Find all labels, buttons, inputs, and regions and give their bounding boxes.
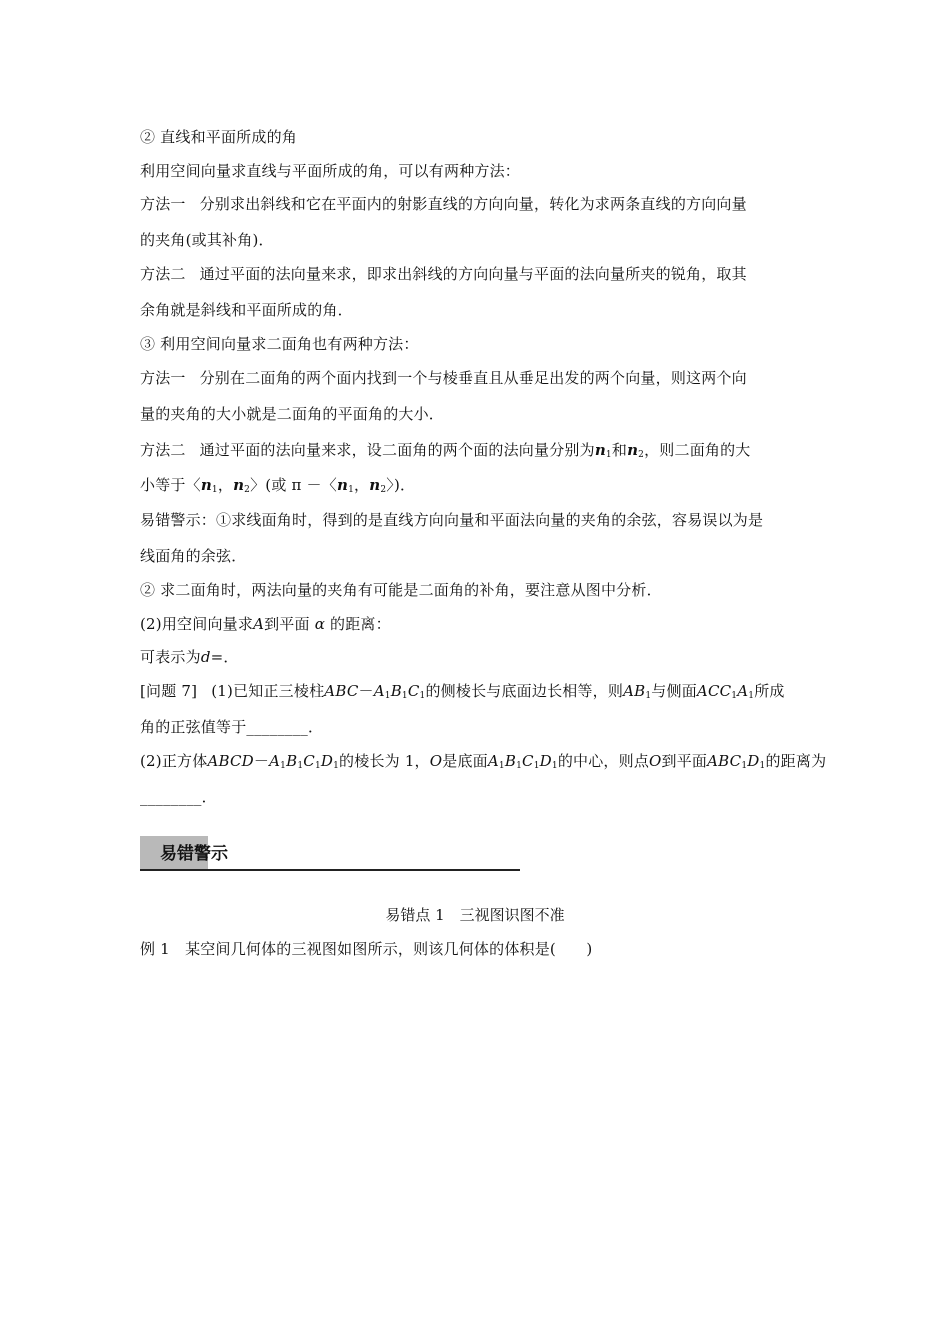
text-span: ， xyxy=(217,476,234,494)
vector-n: n xyxy=(594,441,606,459)
text-span: 到平面 xyxy=(264,615,310,633)
text-line xyxy=(140,230,274,250)
method-line xyxy=(140,194,747,214)
text-line xyxy=(140,404,444,424)
vector-n: n xyxy=(369,476,381,494)
text-span: － xyxy=(358,682,374,700)
text-span: 通过平面的法向量来求，设二面角的两个面的法向量分别为 xyxy=(199,441,595,459)
text-span: 的中心，则点 xyxy=(557,752,650,770)
text-line xyxy=(140,580,662,600)
text-span: =． xyxy=(210,648,239,666)
point-o: O xyxy=(649,752,662,770)
text-span: 与侧面 xyxy=(651,682,697,700)
text-span: ， xyxy=(354,476,370,494)
text-span: ② 求二面角时，两法向量的夹角有可能是二面角的补角，要注意从图中分析． xyxy=(140,581,662,599)
text-span: － xyxy=(253,752,270,770)
text-span: 可表示为 xyxy=(140,648,201,666)
text-span: ③ 利用空间向量求二面角也有两种方法： xyxy=(140,335,419,353)
method-label: 方法一 xyxy=(140,195,186,213)
text-line xyxy=(140,614,391,634)
text-span: 线面角的余弦． xyxy=(140,547,247,565)
text-span: 到平面 xyxy=(661,752,708,770)
vector-n: n xyxy=(233,476,245,494)
text-span: 的夹角(或其补角)． xyxy=(140,231,274,249)
text-span: ② 直线和平面所成的角 xyxy=(140,128,297,146)
text-line xyxy=(140,161,520,181)
warning-line xyxy=(140,510,763,530)
plane-alpha: α xyxy=(314,615,326,633)
text-span: 小等于〈 xyxy=(140,476,201,494)
method-line xyxy=(140,264,747,284)
method-label: 方法二 xyxy=(140,265,186,283)
section-header-rule xyxy=(140,869,520,871)
text-span: 的棱长为 1， xyxy=(339,752,430,770)
vector-n: n xyxy=(200,476,212,494)
text-line xyxy=(140,647,239,667)
text-line xyxy=(140,300,353,320)
text-span: (2)正方体 xyxy=(140,752,208,770)
point-a: A xyxy=(253,615,265,633)
text-span: 利用空间向量求直线与平面所成的角，可以有两种方法： xyxy=(140,162,521,180)
text-line xyxy=(140,787,217,807)
subscript: 2 xyxy=(638,450,645,460)
heading-line-dihedral xyxy=(140,334,419,354)
text-line xyxy=(140,546,246,566)
subscript: 1 xyxy=(348,485,355,495)
prism-name: ABC xyxy=(324,682,359,700)
text-line xyxy=(140,717,323,737)
problem-line: [问题 7] (1)已知正三棱柱$ABC-A_1B_1C_1$的侧棱长与底面边长相等，则$AB_1$与侧面$ACC_1A_1$所成 xyxy=(140,682,785,701)
example-text: 例 1 某空间几何体的三视图如图所示，则该几何体的体积是( ) xyxy=(140,940,593,958)
text-span: 所成 xyxy=(754,682,785,700)
text-span: ，则二面角的大 xyxy=(644,441,751,459)
text-span: 〉(或 π －〈 xyxy=(250,476,337,494)
text-span: 量的夹角的大小就是二面角的平面角的大小． xyxy=(140,405,445,423)
text-span: (2)用空间向量求 xyxy=(140,615,254,633)
method-label: 方法一 xyxy=(140,369,186,387)
subscript: 2 xyxy=(244,485,251,495)
text-span: 是底面 xyxy=(442,752,488,770)
method-label: 方法二 xyxy=(140,441,186,459)
section-title: 易错警示 xyxy=(160,844,228,864)
error-point-title: 易错点 1 三视图识图不准 xyxy=(385,906,565,924)
answer-blank-text: 角的正弦值等于________． xyxy=(140,718,324,736)
text-span: 〉)． xyxy=(386,476,416,494)
subscript: 2 xyxy=(380,485,387,495)
text-span: 分别在二面角的两个面内找到一个与棱垂直且从垂足出发的两个向量，则这两个向 xyxy=(199,369,747,387)
text-span: 的距离： xyxy=(330,615,391,633)
text-span: 的侧棱长与底面边长相等，则 xyxy=(425,682,624,700)
text-span: 分别求出斜线和它在平面内的射影直线的方向向量，转化为求两条直线的方向向量 xyxy=(199,195,747,213)
text-span: 的距离为 xyxy=(765,752,827,770)
subscript: 1 xyxy=(605,450,612,460)
subscript: 1 xyxy=(211,485,218,495)
section-header-bar xyxy=(140,836,520,870)
heading-line-angle xyxy=(140,127,297,147)
formula-line xyxy=(140,475,415,495)
vector-n: n xyxy=(627,441,639,459)
answer-blank-text: ________． xyxy=(140,788,217,806)
variable-d: d xyxy=(200,648,211,666)
text-span: (1)已知正三棱柱 xyxy=(211,682,325,700)
text-span: 和 xyxy=(611,441,628,459)
problem-tag: [问题 7] xyxy=(140,682,198,700)
vector-n: n xyxy=(336,476,349,494)
method-line xyxy=(140,368,747,388)
point-o: O xyxy=(429,752,443,770)
method-line xyxy=(140,440,751,460)
cube-name: ABCD xyxy=(207,752,254,770)
text-span: 通过平面的法向量来求，即求出斜线的方向向量与平面的法向量所夹的锐角，取其 xyxy=(199,265,747,283)
text-span: 易错警示：①求线面角时，得到的是直线方向向量和平面法向量的夹角的余弦，容易误以为是 xyxy=(140,511,764,529)
text-span: 余角就是斜线和平面所成的角． xyxy=(140,301,353,319)
problem-line: (2)正方体$ABCD-A_1B_1C_1D_1$的棱长为 1，O是底面$A_1B_1C_1D_1$的中心，则点O到平面$ABC_1D_1$的距离为 xyxy=(140,752,827,771)
